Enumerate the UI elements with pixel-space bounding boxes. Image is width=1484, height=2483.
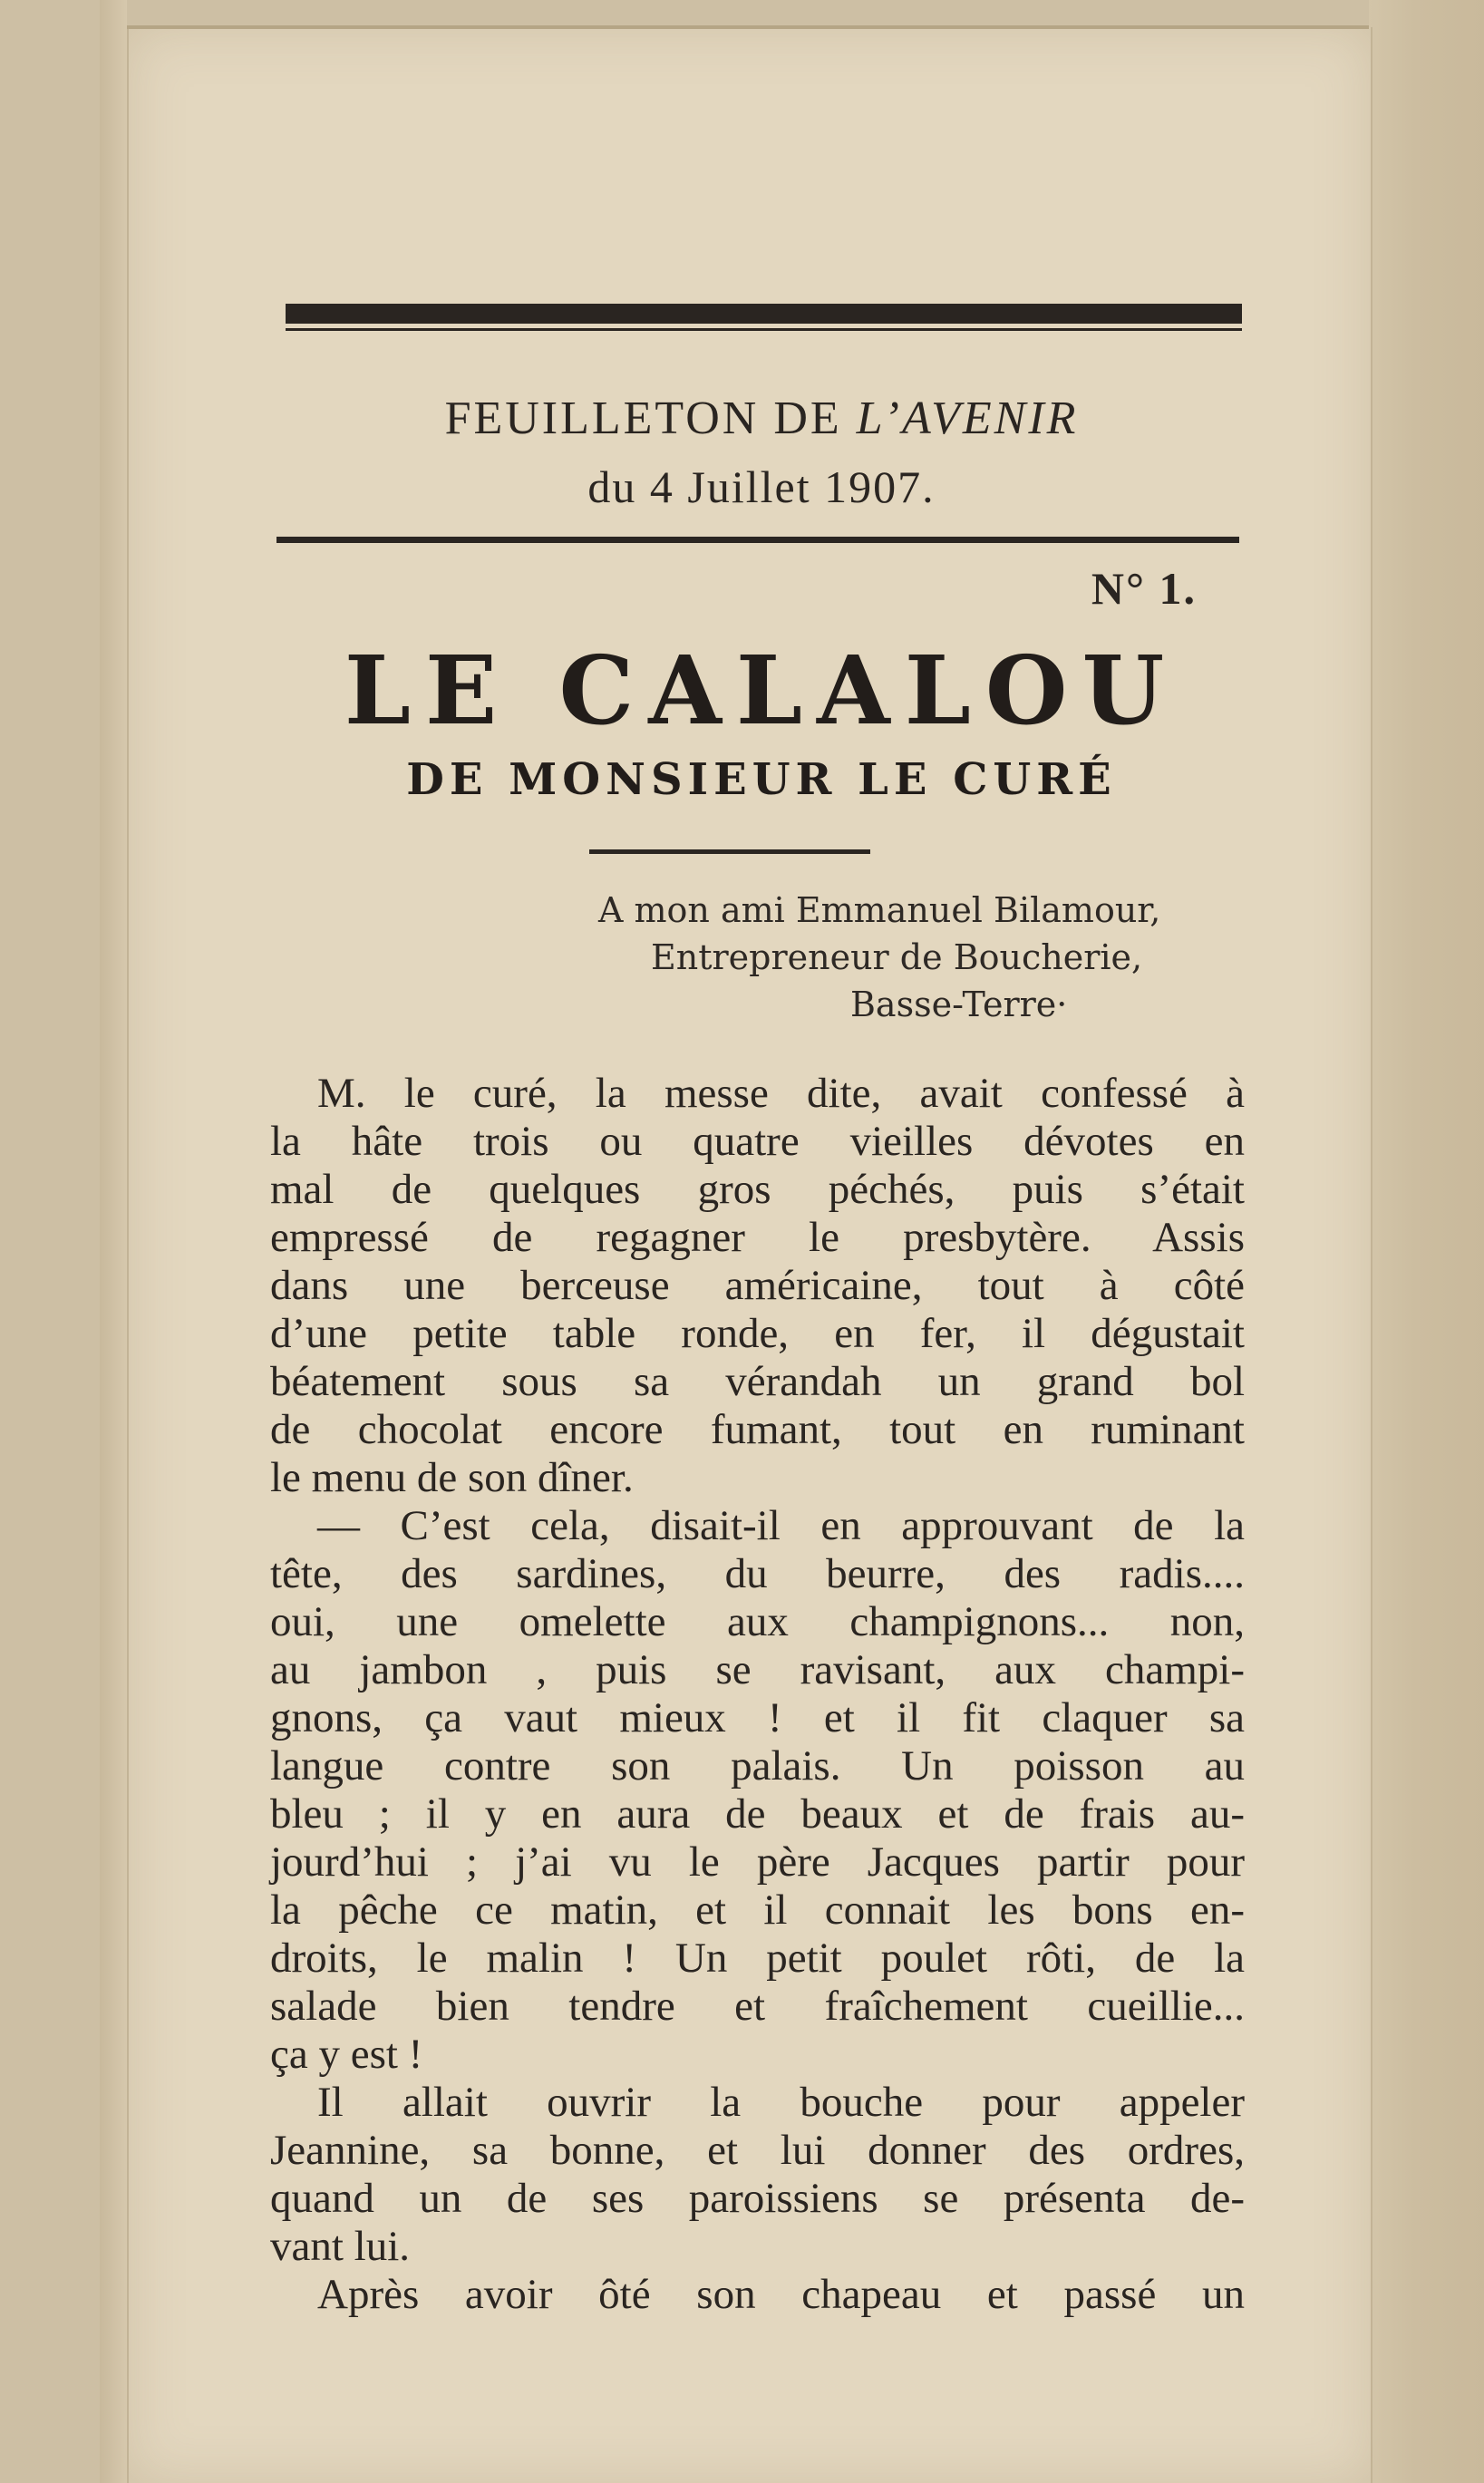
body-line: dans une berceuse américaine, tout à côté <box>270 1262 1245 1309</box>
feuilleton-heading <box>272 392 1251 445</box>
body-line: d’une petite table ronde, en fer, il dégustait <box>270 1310 1245 1357</box>
body-line: bleu ; il y en aura de beaux et de frais au- <box>270 1790 1245 1838</box>
body-line: tête, des sardines, du beurre, des radis.... <box>270 1550 1245 1597</box>
body-line: M. le curé, la messe dite, avait confessé à <box>317 1070 1245 1117</box>
story-title: LE CALALOU <box>344 635 1179 746</box>
newspaper-name: L’AVENIR <box>856 393 1079 444</box>
body-line: Jeannine, sa bonne, et lui donner des ordres, <box>270 2127 1245 2174</box>
body-line: droits, le malin ! Un petit poulet rôti, de la <box>270 1935 1245 1982</box>
body-line: quand un de ses paroissiens se présenta de- <box>270 2175 1245 2222</box>
issue-number: N° 1. <box>1091 563 1197 614</box>
page-edge-right <box>1369 0 1484 2483</box>
story-body <box>270 1070 1245 2319</box>
body-line: le menu de son dîner. <box>270 1454 634 1501</box>
body-line: vant lui. <box>270 2223 411 2270</box>
dedication-line: A mon ami Emmanuel Bilamour, <box>598 890 1161 930</box>
story-subtitle: DE MONSIEUR LE CURÉ <box>406 754 1117 805</box>
body-line: oui, une omelette aux champignons... non, <box>270 1598 1245 1645</box>
body-line: jourd’hui ; j’ai vu le père Jacques partir pour <box>270 1838 1245 1886</box>
body-line: la hâte trois ou quatre vieilles dévotes en <box>270 1118 1245 1165</box>
masthead-rule <box>276 537 1239 543</box>
body-line: langue contre son palais. Un poisson au <box>270 1742 1245 1790</box>
body-line: béatement sous sa vérandah un grand bol <box>270 1358 1245 1405</box>
top-thin-rule <box>286 328 1242 331</box>
body-line: mal de quelques gros péchés, puis s’était <box>270 1166 1245 1213</box>
dedication-line: Basse-Terre· <box>850 984 1068 1024</box>
feuilleton-prefix: FEUILLETON DE <box>444 393 857 444</box>
body-line: salade bien tendre et fraîchement cueillie... <box>270 1983 1245 2030</box>
body-line: ça y est ! <box>270 2031 423 2078</box>
dedication <box>580 887 1251 1028</box>
issue-date: du 4 Juillet 1907. <box>587 461 936 512</box>
page-edge-left <box>100 0 127 2483</box>
title-divider <box>589 849 870 854</box>
body-line: de chocolat encore fumant, tout en ruminant <box>270 1406 1245 1453</box>
body-line: gnons, ça vaut mieux ! et il fit claquer sa <box>270 1694 1245 1741</box>
body-line: empressé de regagner le presbytère. Assis <box>270 1214 1245 1261</box>
body-line: Après avoir ôté son chapeau et passé un <box>317 2271 1245 2318</box>
body-line: la pêche ce matin, et il connait les bons en- <box>270 1886 1245 1934</box>
body-line: Il allait ouvrir la bouche pour appeler <box>317 2079 1245 2126</box>
sheet-top-edge <box>127 25 1369 29</box>
body-line: au jambon , puis se ravisant, aux champi- <box>270 1646 1245 1693</box>
body-line: — C’est cela, disait-il en approuvant de la <box>317 1502 1245 1549</box>
top-thick-rule <box>286 304 1242 324</box>
dedication-line: Entrepreneur de Boucherie, <box>651 937 1143 977</box>
